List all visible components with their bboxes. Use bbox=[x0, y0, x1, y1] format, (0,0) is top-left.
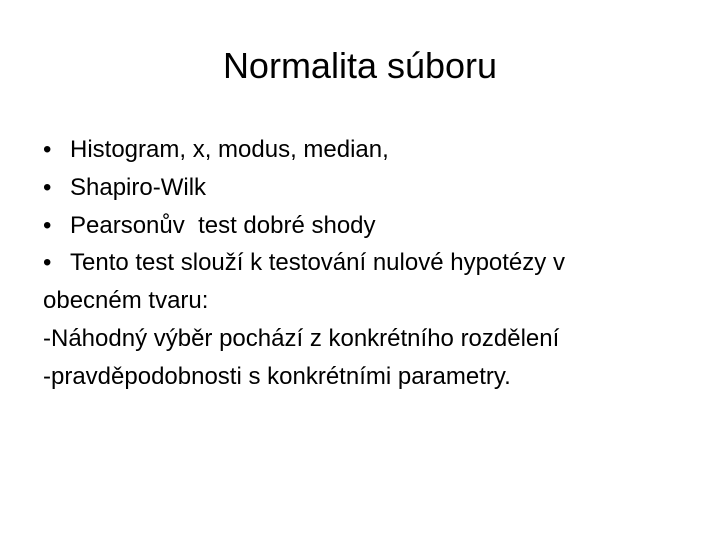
bullet-text: Pearsonův test dobré shody bbox=[70, 211, 376, 239]
bullet-item bbox=[43, 131, 703, 169]
slide-title: Normalita súboru bbox=[222, 45, 498, 86]
continuation-line: -pravděpodobnosti s konkrétními parametry. bbox=[43, 362, 511, 390]
continuation-line: -Náhodný výběr pochází z konkrétního rozdělení bbox=[43, 324, 560, 352]
bullet-item bbox=[43, 244, 703, 282]
bullet-marker: • bbox=[43, 249, 52, 277]
bullet-text: Histogram, x, modus, median, bbox=[70, 136, 389, 163]
bullet-item bbox=[43, 169, 703, 207]
bullet-marker: • bbox=[43, 173, 52, 201]
bullet-marker: • bbox=[43, 211, 52, 239]
bullet-marker: • bbox=[43, 136, 52, 163]
bullet-text: Shapiro-Wilk bbox=[70, 173, 207, 201]
bullet-text: Tento test slouží k testování nulové hypotézy v bbox=[70, 249, 565, 277]
continuation-line: obecném tvaru: bbox=[43, 287, 209, 315]
bullet-item bbox=[43, 207, 703, 245]
slide-body bbox=[43, 131, 703, 396]
